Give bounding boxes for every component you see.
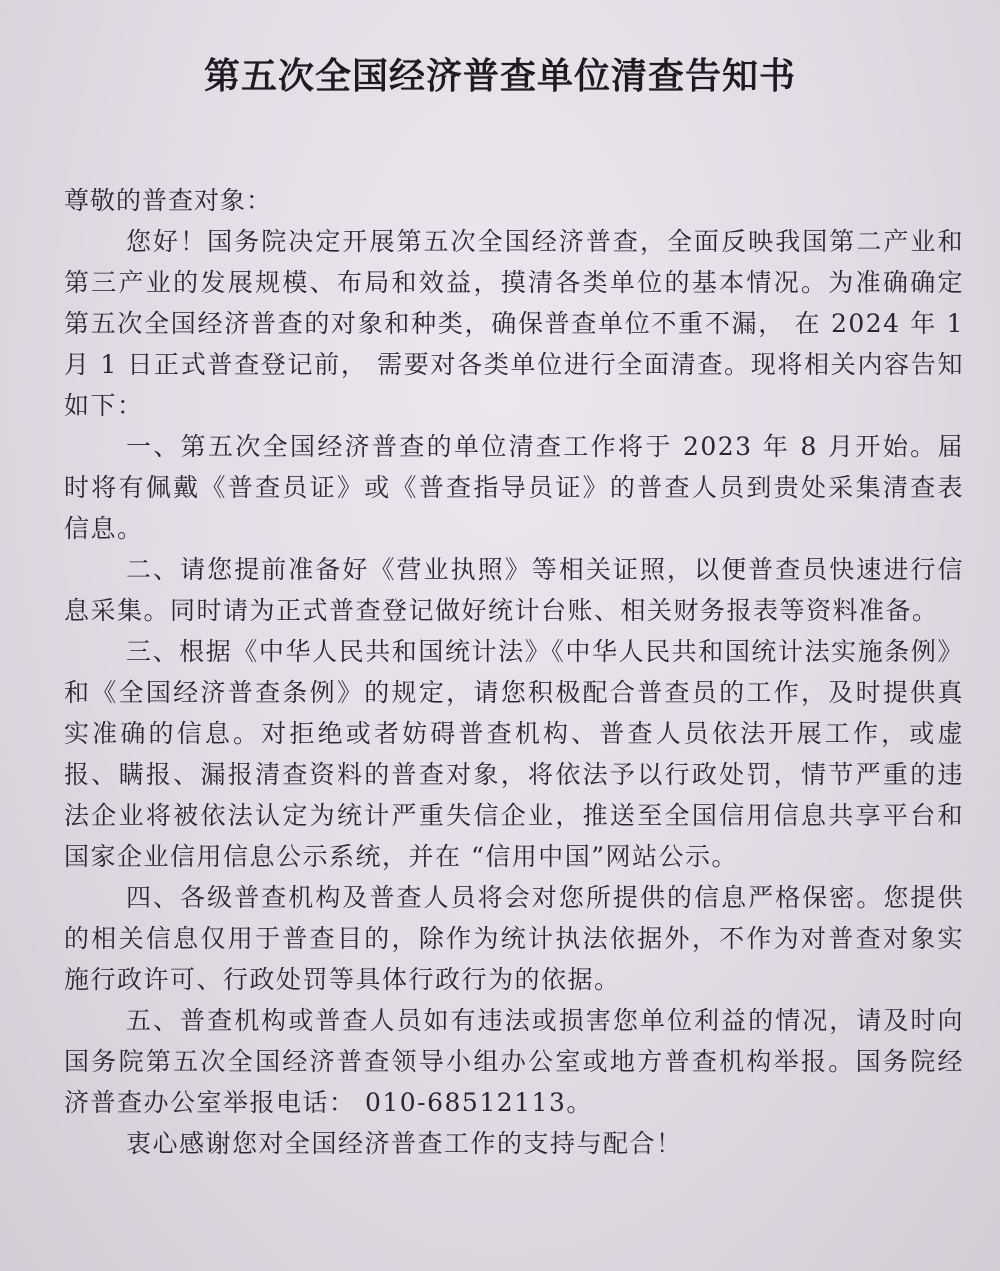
document-body (64, 180, 964, 1164)
paragraph-intro: 您好！国务院决定开展第五次全国经济普查，全面反映我国第二产业和第三产业的发展规模、布局和效益，摸清各类单位的基本情况。为准确确定第五次全国经济普查的对象和种类，确保普查单位不重不漏， 在 2024 年 1 月 1 日正式普查登记前， 需要对各类单位进行全面清查。现将相关内容告知如下： (64, 227, 964, 420)
paragraph-closing: 衷心感谢您对全国经济普查工作的支持与配合！ (126, 1129, 683, 1158)
salutation: 尊敬的普查对象： (64, 186, 273, 215)
paragraph-item-5: 五、普查机构或普查人员如有违法或损害您单位利益的情况，请及时向国务院第五次全国经济普查领导小组办公室或地方普查机构举报。国务院经济普查办公室举报电话： 010-68512113。 (64, 1006, 964, 1117)
paragraph-item-4: 四、各级普查机构及普查人员将会对您所提供的信息严格保密。您提供的相关信息仅用于普查目的，除作为统计执法依据外，不作为对普查对象实施行政许可、行政处罚等具体行政行为的依据。 (64, 883, 964, 994)
document-title: 第五次全国经济普查单位清查告知书 (203, 56, 796, 97)
paragraph-item-1: 一、第五次全国经济普查的单位清查工作将于 2023 年 8 月开始。届时将有佩戴《普查员证》或《普查指导员证》的普查人员到贵处采集清查表信息。 (64, 432, 964, 543)
paragraph-item-2: 二、请您提前准备好《营业执照》等相关证照，以便普查员快速进行信息采集。同时请为正式普查登记做好统计台账、相关财务报表等资料准备。 (64, 555, 964, 625)
paragraph-item-3: 三、根据《中华人民共和国统计法》《中华人民共和国统计法实施条例》和《全国经济普查条例》的规定，请您积极配合普查员的工作，及时提供真实准确的信息。对拒绝或者妨碍普查机构、普查人员依法开展工作，或虚报、瞒报、漏报清查资料的普查对象，将依法予以行政处罚，情节严重的违法企业将被依法认定为统计严重失信企业，推送至全国信用信息共享平台和国家企业信用信息公示系统，并在 “信用中国”网站公示。 (64, 637, 964, 871)
